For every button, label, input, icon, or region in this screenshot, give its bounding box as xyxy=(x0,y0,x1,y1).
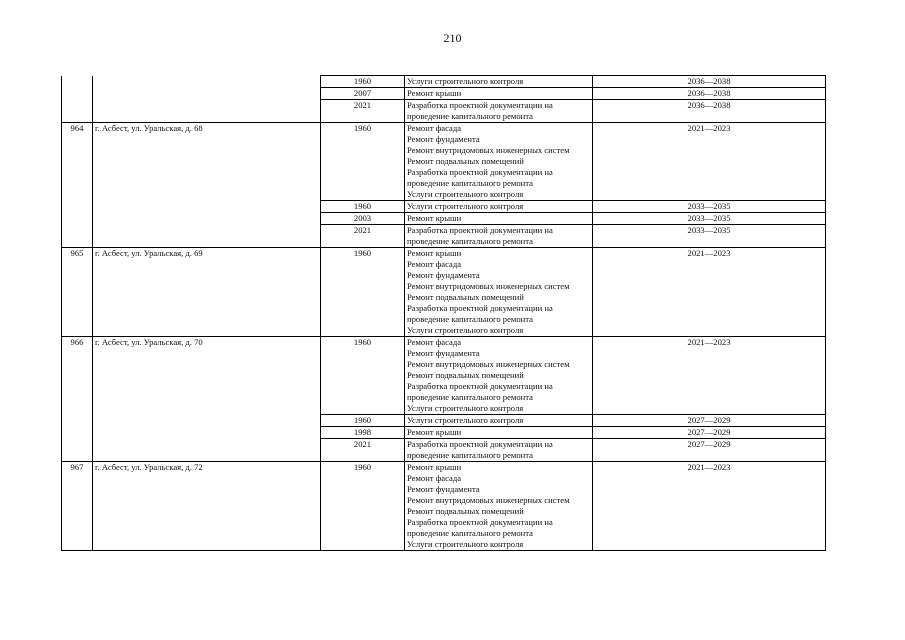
work-types xyxy=(405,248,593,337)
planned-period: 2033—2035 xyxy=(593,225,826,248)
planned-period: 2033—2035 xyxy=(593,201,826,213)
work-item: Ремонт фундамента xyxy=(407,134,480,144)
commission-year: 1960 xyxy=(321,415,405,427)
work-item: Ремонт крыши xyxy=(407,213,462,223)
work-item: Ремонт подвальных помещений xyxy=(407,292,524,302)
planned-period: 2021—2023 xyxy=(593,462,826,551)
planned-period: 2021—2023 xyxy=(593,337,826,415)
planned-period: 2036—2038 xyxy=(593,88,826,100)
work-item: Услуги строительного контроля xyxy=(407,76,524,86)
work-item: Ремонт фасада xyxy=(407,337,462,347)
repair-schedule-table xyxy=(61,75,826,551)
work-item: Ремонт фасада xyxy=(407,473,462,483)
work-item: Услуги строительного контроля xyxy=(407,325,524,335)
work-item: Ремонт фасада xyxy=(407,123,462,133)
work-item: Разработка проектной документации на xyxy=(407,381,553,391)
commission-year: 2021 xyxy=(321,439,405,462)
table-body xyxy=(62,76,826,551)
work-types xyxy=(405,213,593,225)
commission-year: 2021 xyxy=(321,100,405,123)
planned-period: 2036—2038 xyxy=(593,100,826,123)
work-item: Ремонт крыши xyxy=(407,248,462,258)
work-item: Разработка проектной документации на xyxy=(407,225,553,235)
work-item: Ремонт фундамента xyxy=(407,348,480,358)
object-number: 964 xyxy=(62,123,93,248)
work-item: Разработка проектной документации на xyxy=(407,439,553,449)
table-row xyxy=(62,76,826,88)
planned-period: 2027—2029 xyxy=(593,415,826,427)
commission-year: 1960 xyxy=(321,123,405,201)
object-number: 965 xyxy=(62,248,93,337)
object-address xyxy=(93,76,321,123)
work-item: Услуги строительного контроля xyxy=(407,539,524,549)
commission-year: 2021 xyxy=(321,225,405,248)
work-types xyxy=(405,88,593,100)
commission-year: 1960 xyxy=(321,462,405,551)
work-types xyxy=(405,201,593,213)
work-item: Разработка проектной документации на xyxy=(407,167,553,177)
work-item: Услуги строительного контроля xyxy=(407,189,524,199)
work-item: проведение капитального ремонта xyxy=(407,528,533,538)
work-item: Ремонт крыши xyxy=(407,427,462,437)
work-types xyxy=(405,100,593,123)
work-item: Ремонт фасада xyxy=(407,259,462,269)
work-types xyxy=(405,439,593,462)
commission-year: 1960 xyxy=(321,76,405,88)
planned-period: 2027—2029 xyxy=(593,439,826,462)
page-number: 210 xyxy=(443,31,462,45)
object-address: г. Асбест, ул. Уральская, д. 69 xyxy=(93,248,321,337)
work-item: Ремонт подвальных помещений xyxy=(407,506,524,516)
object-number: 967 xyxy=(62,462,93,551)
planned-period: 2021—2023 xyxy=(593,248,826,337)
commission-year: 1960 xyxy=(321,248,405,337)
work-item: Разработка проектной документации на xyxy=(407,303,553,313)
commission-year: 1960 xyxy=(321,337,405,415)
object-number xyxy=(62,76,93,123)
commission-year: 1960 xyxy=(321,201,405,213)
work-item: Ремонт фундамента xyxy=(407,484,480,494)
work-item: Ремонт внутридомовых инженерных систем xyxy=(407,495,570,505)
work-item: Ремонт внутридомовых инженерных систем xyxy=(407,281,570,291)
work-item: Ремонт крыши xyxy=(407,88,462,98)
work-item: проведение капитального ремонта xyxy=(407,314,533,324)
commission-year: 1998 xyxy=(321,427,405,439)
work-item: проведение капитального ремонта xyxy=(407,450,533,460)
work-item: Разработка проектной документации на xyxy=(407,100,553,110)
planned-period: 2021—2023 xyxy=(593,123,826,201)
commission-year: 2007 xyxy=(321,88,405,100)
work-types xyxy=(405,427,593,439)
planned-period: 2027—2029 xyxy=(593,427,826,439)
work-item: Ремонт внутридомовых инженерных систем xyxy=(407,359,570,369)
work-types xyxy=(405,123,593,201)
work-types xyxy=(405,415,593,427)
planned-period: 2033—2035 xyxy=(593,213,826,225)
work-item: Ремонт подвальных помещений xyxy=(407,370,524,380)
work-item: проведение капитального ремонта xyxy=(407,392,533,402)
work-item: проведение капитального ремонта xyxy=(407,178,533,188)
work-item: Услуги строительного контроля xyxy=(407,415,524,425)
planned-period: 2036—2038 xyxy=(593,76,826,88)
work-item: Услуги строительного контроля xyxy=(407,201,524,211)
object-address: г. Асбест, ул. Уральская, д. 72 xyxy=(93,462,321,551)
table-row xyxy=(62,123,826,201)
table-row xyxy=(62,248,826,337)
table-row xyxy=(62,337,826,415)
commission-year: 2003 xyxy=(321,213,405,225)
work-item: проведение капитального ремонта xyxy=(407,236,533,246)
work-item: Услуги строительного контроля xyxy=(407,403,524,413)
work-item: проведение капитального ремонта xyxy=(407,111,533,121)
work-item: Ремонт подвальных помещений xyxy=(407,156,524,166)
work-item: Ремонт крыши xyxy=(407,462,462,472)
work-item: Разработка проектной документации на xyxy=(407,517,553,527)
work-types xyxy=(405,225,593,248)
object-number: 966 xyxy=(62,337,93,462)
work-item: Ремонт внутридомовых инженерных систем xyxy=(407,145,570,155)
work-item: Ремонт фундамента xyxy=(407,270,480,280)
work-types xyxy=(405,337,593,415)
work-types xyxy=(405,76,593,88)
work-types xyxy=(405,462,593,551)
table-row xyxy=(62,462,826,551)
object-address: г. Асбест, ул. Уральская, д. 70 xyxy=(93,337,321,462)
object-address: г. Асбест, ул. Уральская, д. 68 xyxy=(93,123,321,248)
